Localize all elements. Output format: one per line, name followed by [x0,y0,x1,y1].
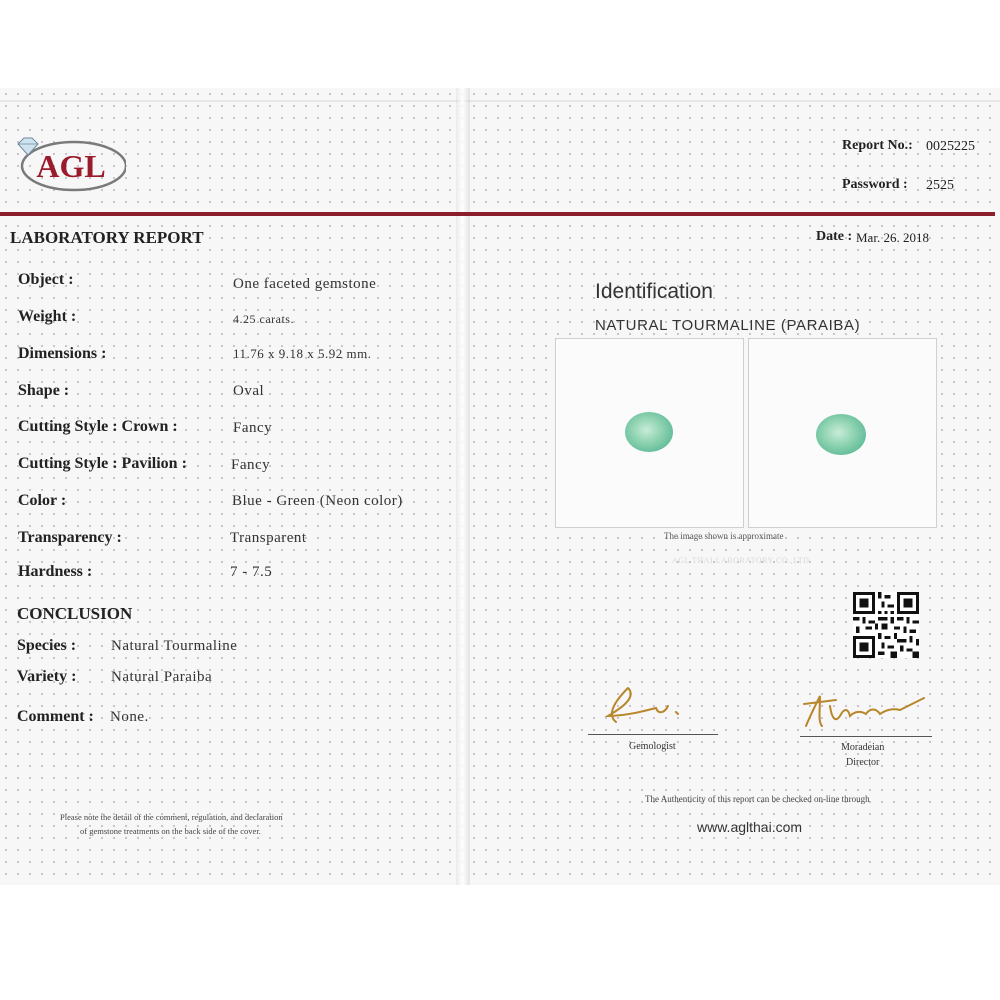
field-label-pavilion: Cutting Style : Pavilion : [18,455,187,472]
diamond-icon [18,138,38,155]
variety-label: Variety : [17,668,77,685]
field-label-shape: Shape : [18,382,70,399]
gem-photo-top [555,338,744,528]
variety-value: Natural Paraiba [111,669,213,685]
website-link[interactable]: www.aglthai.com [697,819,803,835]
field-label-hardness: Hardness : [18,563,93,580]
comment-label: Comment : [17,708,94,725]
field-value-hardness: 7 - 7.5 [230,564,273,580]
identification-heading: Identification [595,280,713,303]
top-edge-line [0,100,1000,102]
director-signature [796,686,931,738]
qr-code-icon [852,592,920,658]
field-value-transparency: Transparent [230,530,307,546]
date-label: Date : [816,229,853,244]
watermark-text: AGL THAI LABORATORY CO.,LTD. [672,556,812,565]
director-name: Moradeian [841,742,885,753]
field-label-weight: Weight : [18,308,77,325]
center-fold [456,88,470,885]
director-title: Director [846,757,880,768]
field-label-crown: Cutting Style : Crown : [18,418,178,435]
comment-value: None. [110,709,149,725]
field-value-object: One faceted gemstone [233,276,377,292]
conclusion-heading: CONCLUSION [17,604,133,623]
gemstone-top-view [625,412,673,452]
species-value: Natural Tourmaline [111,638,238,654]
identification-value: NATURAL TOURMALINE (PARAIBA) [595,317,861,334]
gemologist-label: Gemologist [629,741,676,752]
image-caption: The image shown is approximate [664,531,784,541]
authenticity-note: The Authenticity of this report can be checked on-line through [645,794,870,804]
field-label-transparency: Transparency : [18,529,122,546]
report-title: LABORATORY REPORT [10,228,204,247]
director-signature-line [800,736,932,737]
field-value-pavilion: Fancy [231,457,271,473]
header-divider [0,212,995,216]
field-value-weight: 4.25 carats. [233,312,294,326]
report-no-label: Report No.: [842,138,913,153]
footnote-line-2: of gemstone treatments on the back side of the cover. [80,826,261,836]
report-no-value: 0025225 [926,139,975,154]
field-value-shape: Oval [233,383,265,399]
logo-text: AGL [36,148,106,184]
gemstone-side-view [816,414,866,455]
field-value-crown: Fancy [233,420,273,436]
password-label: Password : [842,177,908,192]
gem-photo-side [748,338,937,528]
agl-logo [14,133,126,195]
gemologist-signature-line [588,734,718,735]
field-label-color: Color : [18,492,67,509]
footnote-line-1: Please note the detail of the comment, regulation, and declaration [60,812,283,822]
date-value: Mar. 26. 2018 [856,230,929,245]
field-value-dimensions: 11.76 x 9.18 x 5.92 mm. [233,346,372,361]
password-value: 2525 [926,178,954,193]
field-label-object: Object : [18,271,74,288]
species-label: Species : [17,637,77,654]
gemologist-signature [598,680,688,730]
field-value-color: Blue - Green (Neon color) [232,493,403,509]
field-label-dimensions: Dimensions : [18,345,107,362]
